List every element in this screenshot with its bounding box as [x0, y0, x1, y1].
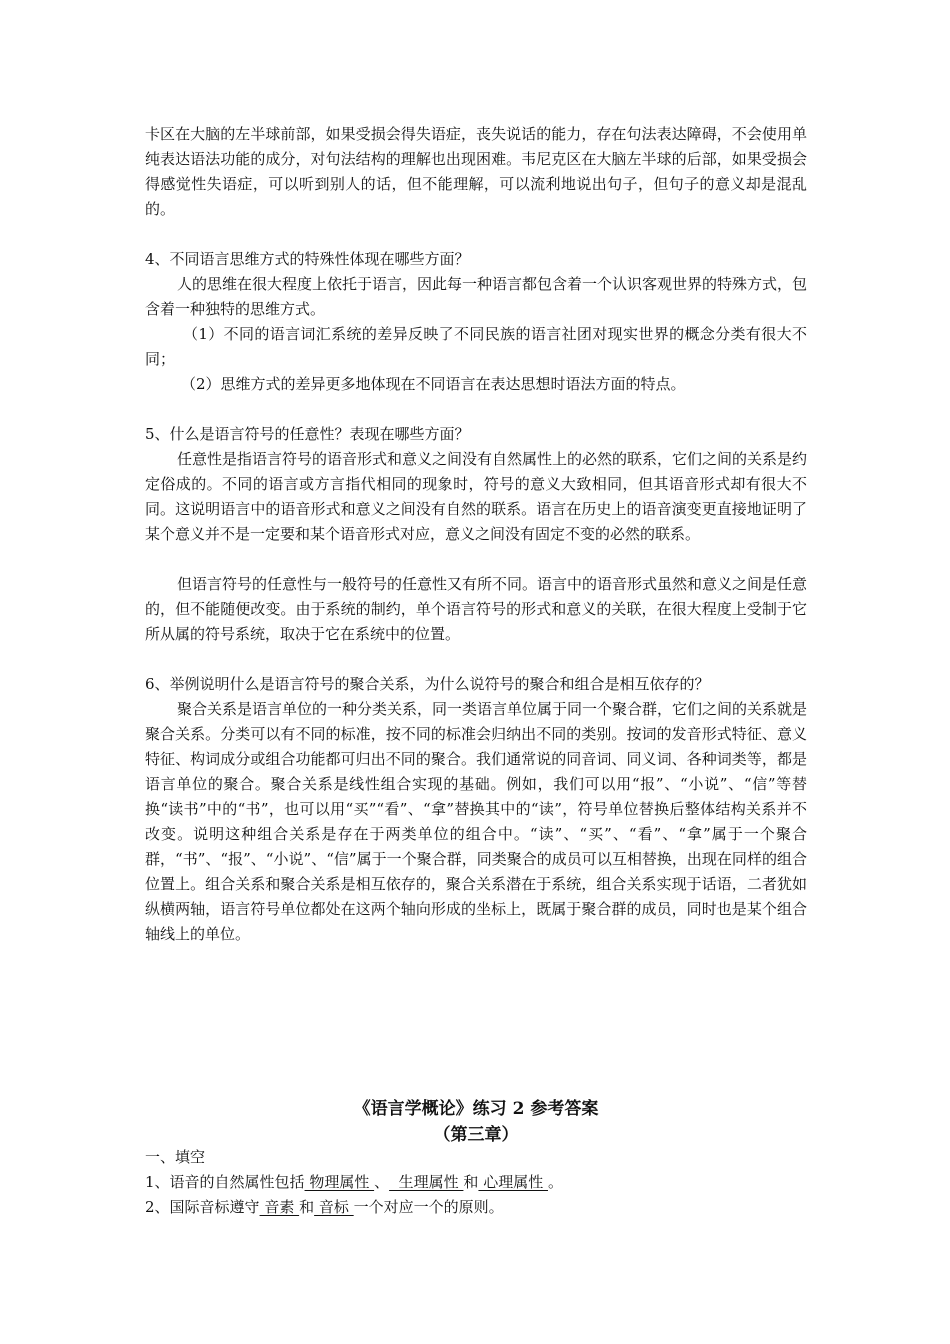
fill-1-separator-2: 和	[463, 1173, 479, 1191]
q4-answer-intro: 人的思维在很大程度上依托于语言，因此每一种语言都包含着一个认识客观世界的特殊方式，包含着一种独特的思维方式。	[145, 275, 808, 318]
fill-2-blank-1: 音素	[259, 1198, 300, 1216]
chapter-heading: （第三章）	[433, 1125, 519, 1145]
fill-1-prefix: 1、语音的自然属性包括	[145, 1173, 305, 1191]
intro-paragraph: 卡区在大脑的左半球前部，如果受损会得失语症，丧失说话的能力，存在句法表达障碍，不会使用单纯表达语法功能的成分，对句法结构的理解也出现困难。韦尼克区在大脑左半球的后部，如果受损会得感觉性失语症，可以听到别人的话，但不能理解，可以流利地说出句子，但句子的意义却是混乱的。	[145, 125, 807, 218]
fill-blank-2	[145, 1195, 807, 1220]
q5-answer-paragraph-1: 任意性是指语言符号的语音形式和意义之间没有自然属性上的必然的联系，它们之间的关系是约定俗成的。不同的语言或方言指代相同的现象时，符号的意义大致相同，但其语音形式却有很大不同。这说明语言中的语音形式和意义之间没有自然的联系。语言在历史上的语音演变更直接地证明了某个意义并不是一定要和某个语音形式对应，意义之间没有固定不变的必然的联系。	[145, 450, 808, 543]
section-heading: 一、填空	[145, 1148, 206, 1166]
fill-1-blank-3: 心理属性	[478, 1173, 548, 1191]
fill-2-suffix: 一个对应一个的原则。	[353, 1198, 504, 1216]
q5-answer-paragraph-2: 但语言符号的任意性与一般符号的任意性又有所不同。语言中的语音形式虽然和意义之间是任意的，但不能随便改变。由于系统的制约，单个语言符号的形式和意义的关联，在很大程度上受制于它所从属的符号系统，取决于它在系统中的位置。	[145, 575, 808, 643]
q4-point-1: （1）不同的语言词汇系统的差异反映了不同民族的语言社团对现实世界的概念分类有很大不同；	[145, 325, 807, 368]
question-5: 5、什么是语言符号的任意性？表现在哪些方面？	[145, 425, 470, 443]
q6-answer: 聚合关系是语言单位的一种分类关系，同一类语言单位属于同一个聚合群，它们之间的关系就是聚合关系。分类可以有不同的标准，按不同的标准会归纳出不同的类别。按词的发音形式特征、意义特征、构词成分或组合功能都可归出不同的聚合。我们通常说的同音词、同义词、各种词类等，都是语言单位的聚合。聚合关系是线性组合实现的基础。例如，我们可以用“报”、“小说”、“信”等替换“读书”中的“书”，也可以用“买”“看”、“拿”替换其中的“读”，符号单位替换后整体结构关系并不改变。说明这种组合关系是存在于两类单位的组合中。“读”、“买”、“看”、“拿”属于一个聚合群，“书”、“报”、“小说”、“信”属于一个聚合群，同类聚合的成员可以互相替换，出现在同样的组合位置上。组合关系和聚合关系是相互依存的，聚合关系潜在于系统，组合关系实现于话语，二者犹如纵横两轴，语言符号单位都处在这两个轴向形成的坐标上，既属于聚合群的成员，同时也是某个组合轴线上的单位。	[145, 700, 808, 943]
fill-blank-1	[145, 1170, 807, 1195]
question-4: 4、不同语言思维方式的特殊性体现在哪些方面？	[145, 250, 470, 268]
fill-1-separator-1: 、	[374, 1173, 390, 1191]
fill-2-blank-2: 音标	[314, 1198, 354, 1216]
fill-2-separator-1: 和	[299, 1198, 315, 1216]
answer-key-title: 《语言学概论》练习 2 参考答案	[353, 1099, 599, 1119]
question-6: 6、举例说明什么是语言符号的聚合关系，为什么说符号的聚合和组合是相互依存的？	[145, 675, 710, 693]
fill-1-suffix: 。	[547, 1173, 563, 1191]
fill-1-blank-1: 物理属性	[304, 1173, 375, 1191]
fill-1-blank-2: 生理属性	[389, 1173, 464, 1191]
fill-2-prefix: 2、国际音标遵守	[145, 1198, 260, 1216]
q4-point-2: （2）思维方式的差异更多地体现在不同语言在表达思想时语法方面的特点。	[181, 375, 686, 393]
